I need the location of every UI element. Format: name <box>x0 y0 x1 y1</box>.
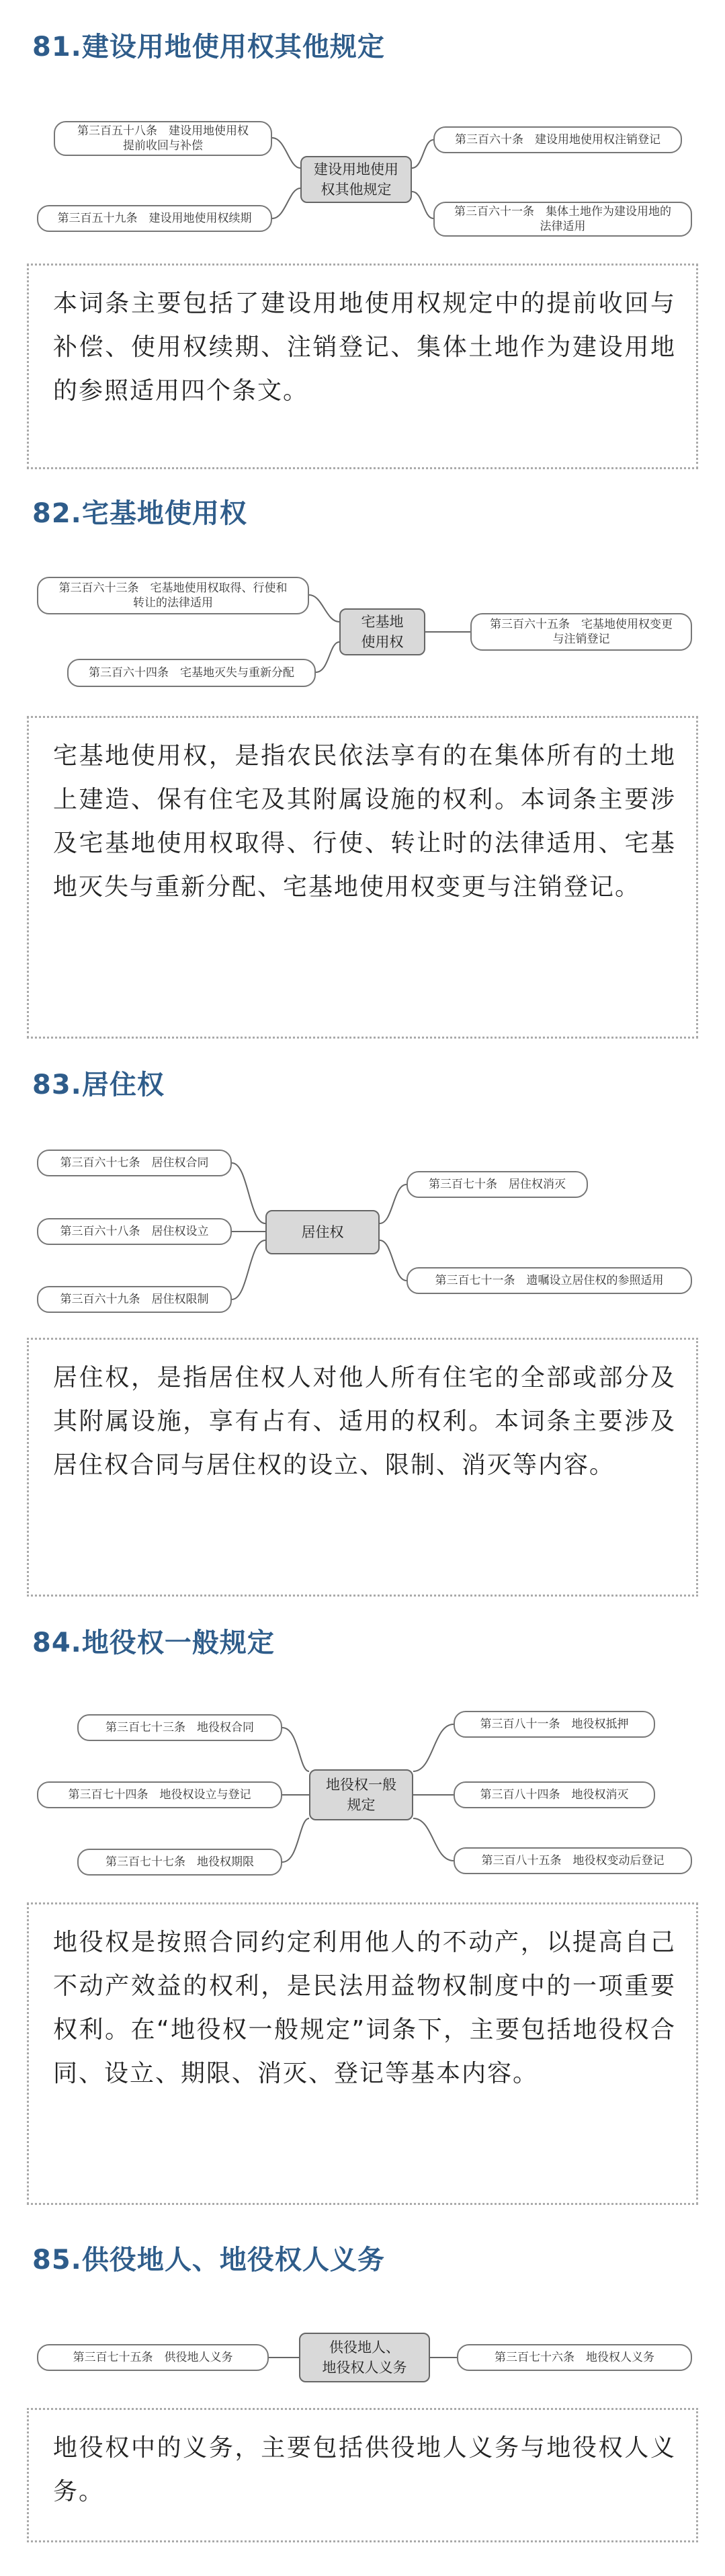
mindmap-node: 第三百六十七条 居住权合同 <box>37 1150 232 1176</box>
mindmap-node: 第三百八十四条 地役权消灭 <box>454 1781 655 1808</box>
mindmap-node: 第三百七十三条 地役权合同 <box>77 1714 282 1741</box>
mindmap-node: 第三百五十八条 建设用地使用权 提前收回与补偿 <box>54 121 272 156</box>
description-box: 地役权中的义务，主要包括供役地人义务与地役权人义务。 <box>27 2408 698 2542</box>
section-title: 82.宅基地使用权 <box>32 498 247 529</box>
mindmap-center-node: 建设用地使用 权其他规定 <box>300 156 412 203</box>
description-box: 宅基地使用权，是指农民依法享有的在集体所有的土地上建造、保有住宅及其附属设施的权利。本词条主要涉及宅基地使用权取得、行使、转让时的法律适用、宅基地灭失与重新分配、宅基地使用权变更与注销登记。 <box>27 716 698 1039</box>
section-title: 85.供役地人、地役权人义务 <box>32 2245 385 2276</box>
mindmap <box>0 1136 725 1338</box>
mindmap-center-node: 供役地人、 地役权人义务 <box>299 2333 430 2382</box>
section-85 <box>0 2218 725 2576</box>
mindmap-node: 第三百八十一条 地役权抵押 <box>454 1711 655 1738</box>
mindmap-node: 第三百六十四条 宅基地灭失与重新分配 <box>67 659 316 687</box>
mindmap-node: 第三百七十六条 地役权人义务 <box>457 2344 692 2371</box>
section-82 <box>0 484 725 1055</box>
section-title: 83.居住权 <box>32 1070 165 1100</box>
mindmap-node: 第三百六十九条 居住权限制 <box>37 1286 232 1313</box>
mindmap-node: 第三百七十七条 地役权期限 <box>77 1849 282 1876</box>
description-box: 居住权，是指居住权人对他人所有住宅的全部或部分及其附属设施，享有占有、适用的权利。本词条主要涉及居住权合同与居住权的设立、限制、消灭等内容。 <box>27 1338 698 1597</box>
mindmap-node: 第三百六十条 建设用地使用权注销登记 <box>433 126 682 153</box>
mindmap-node: 第三百六十五条 宅基地使用权变更 与注销登记 <box>470 613 692 651</box>
section-84 <box>0 1613 725 2218</box>
mindmap-node: 第三百六十八条 居住权设立 <box>37 1218 232 1245</box>
section-title: 84.地役权一般规定 <box>32 1627 275 1658</box>
mindmap-center-node: 地役权一般 规定 <box>309 1769 413 1820</box>
mindmap <box>0 2319 725 2393</box>
mindmap <box>0 108 725 262</box>
section-title: 81.建设用地使用权其他规定 <box>32 32 385 63</box>
mindmap-node: 第三百七十五条 供役地人义务 <box>37 2344 269 2371</box>
mindmap-node: 第三百七十一条 遗嘱设立居住权的参照适用 <box>407 1267 692 1294</box>
mindmap-node: 第三百七十四条 地役权设立与登记 <box>37 1781 282 1808</box>
mindmap-node: 第三百六十三条 宅基地使用权取得、行使和 转让的法律适用 <box>37 577 309 614</box>
mindmap-center-node: 宅基地 使用权 <box>339 608 425 655</box>
mindmap-node: 第三百七十条 居住权消灭 <box>407 1171 588 1198</box>
description-box: 本词条主要包括了建设用地使用权规定中的提前收回与补偿、使用权续期、注销登记、集体土地作为建设用地的参照适用四个条文。 <box>27 264 698 469</box>
section-83 <box>0 1055 725 1613</box>
mindmap-node: 第三百五十九条 建设用地使用权续期 <box>37 205 272 232</box>
mindmap <box>0 1694 725 1882</box>
mindmap-node: 第三百六十一条 集体土地作为建设用地的 法律适用 <box>433 202 692 237</box>
mindmap-node: 第三百八十五条 地役权变动后登记 <box>454 1847 692 1874</box>
description-box: 地役权是按照合同约定利用他人的不动产，以提高自己不动产效益的权利，是民法用益物权制度中的一项重要权利。在“地役权一般规定”词条下，主要包括地役权合同、设立、期限、消灭、登记等基本内容。 <box>27 1902 698 2205</box>
mindmap-center-node: 居住权 <box>265 1210 380 1254</box>
section-81 <box>0 0 725 484</box>
mindmap <box>0 571 725 706</box>
